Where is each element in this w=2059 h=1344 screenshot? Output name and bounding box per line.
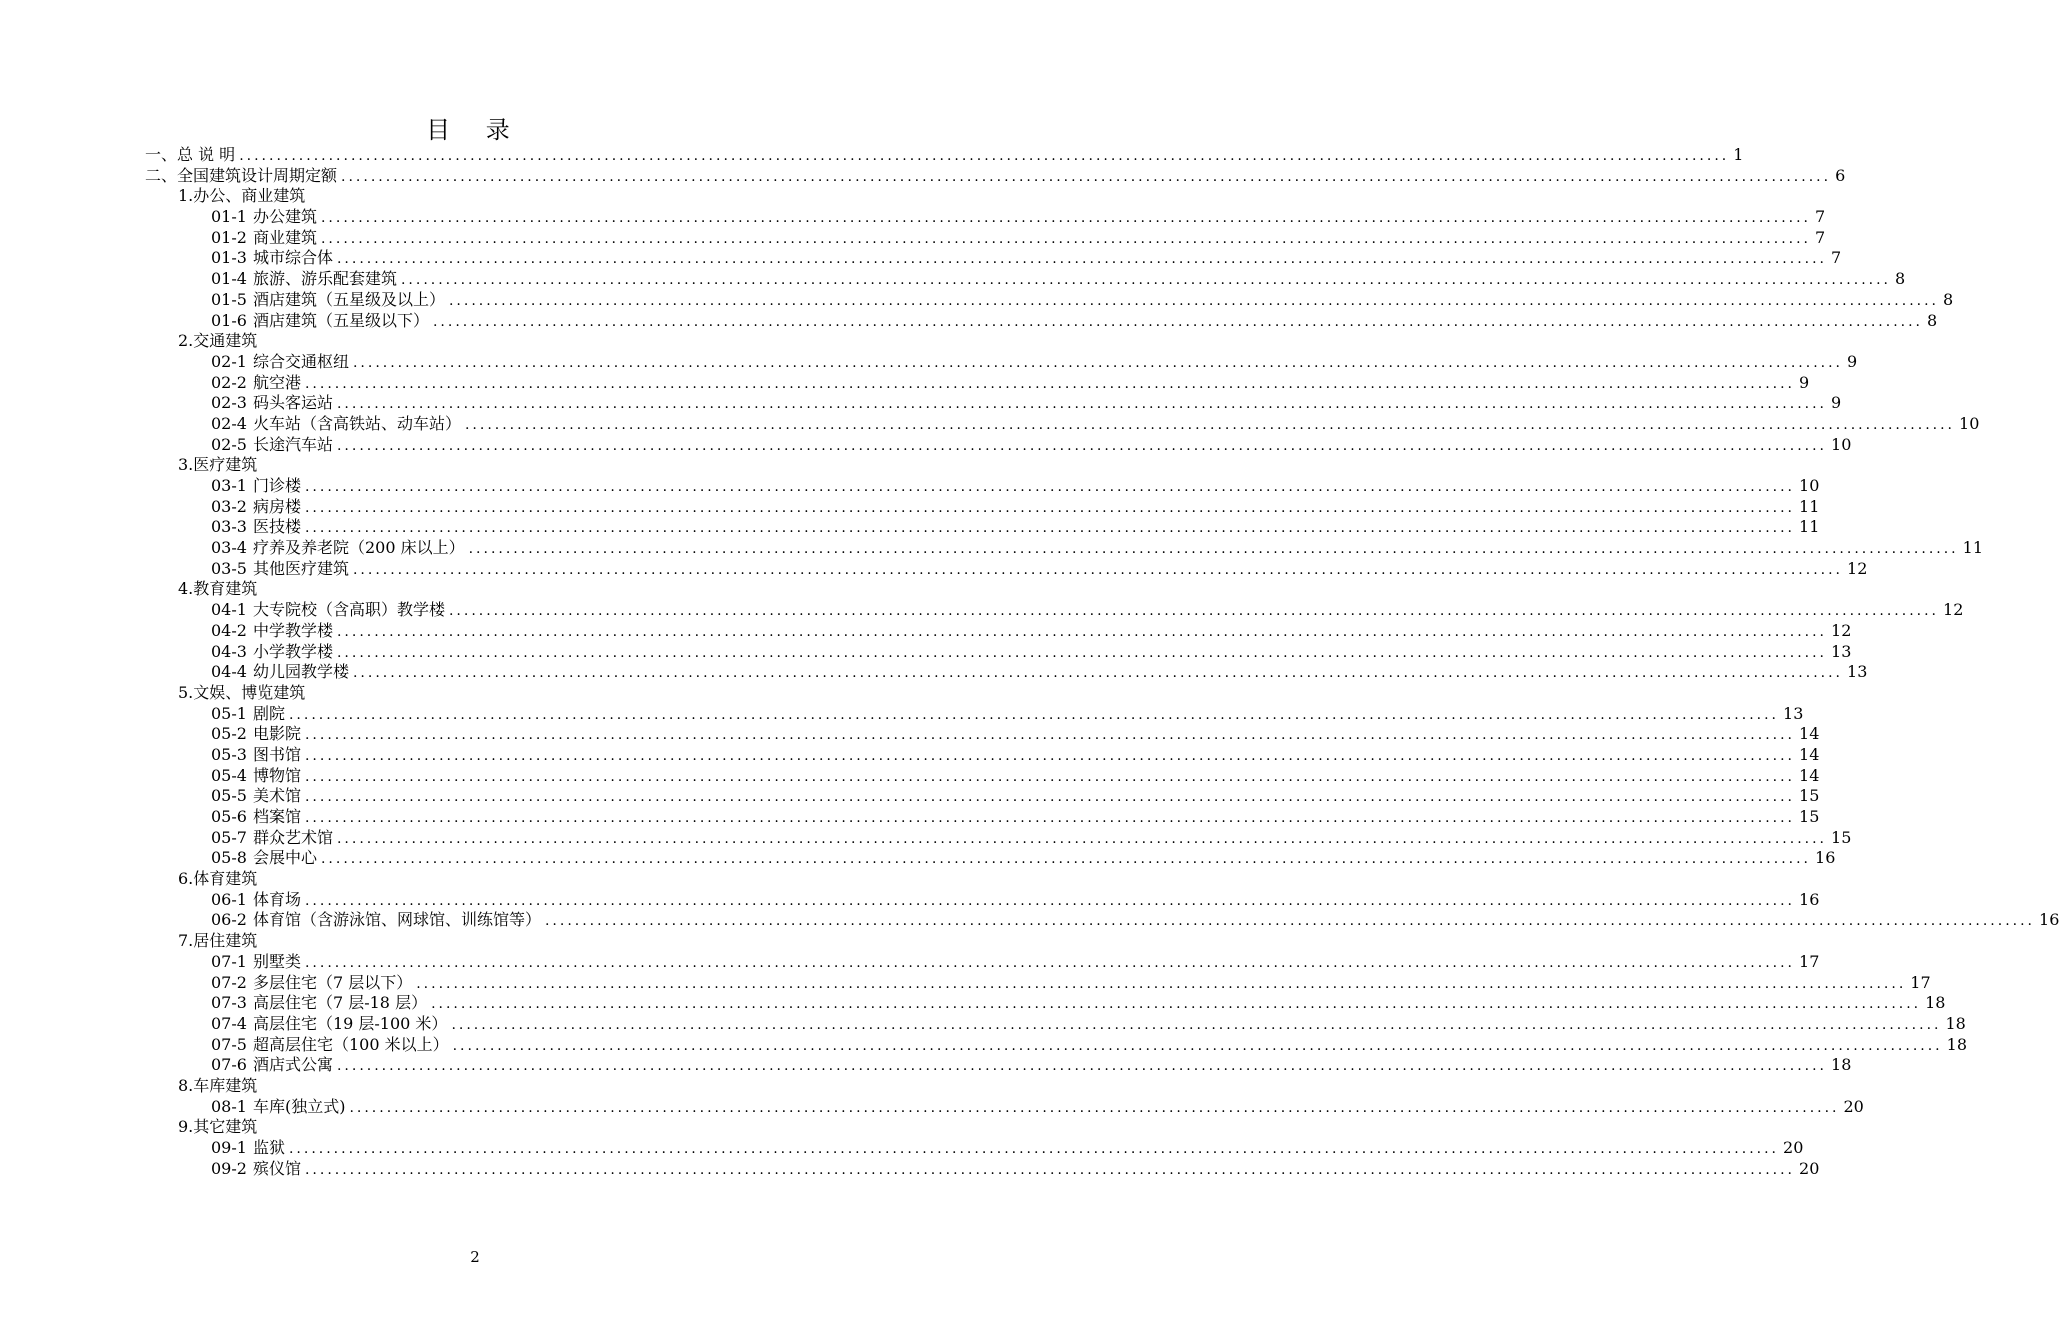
toc-entry-code: 09-2: [211, 1158, 247, 1178]
dot-leader: ........................................................................................................................................................................................................: [336, 623, 1828, 640]
toc-entry-label: 2.交通建筑: [178, 331, 258, 351]
toc-entry-label: 群众艺术馆: [252, 827, 333, 847]
toc-entry-page: 11: [1962, 538, 1983, 558]
toc-entry-page: 11: [1799, 517, 1820, 537]
toc-entry[interactable]: [145, 227, 1826, 249]
toc-entry[interactable]: [145, 248, 1842, 269]
toc-entry[interactable]: [145, 600, 1964, 621]
toc-entry[interactable]: [145, 558, 1868, 580]
toc-entry-code: 07-5: [211, 1034, 247, 1054]
toc-entry-page: 16: [1815, 848, 1836, 868]
toc-entry-label: 病房楼: [252, 496, 301, 516]
dot-leader: ........................................................................................................................................................................................................: [336, 251, 1828, 268]
toc-entry[interactable]: [145, 517, 1820, 538]
toc-entry-label: 美术馆: [252, 786, 301, 806]
toc-entry-label: 其他医疗建筑: [252, 558, 349, 578]
toc-entry[interactable]: [145, 993, 1946, 1014]
toc-entry-page: 10: [1831, 434, 1852, 454]
toc-entry-page: 1: [1733, 145, 1744, 164]
toc-entry-code: 01-6: [211, 310, 247, 330]
dot-leader: ........................................................................................................................................................................................................: [448, 292, 1940, 309]
toc-entry[interactable]: [145, 1158, 1820, 1180]
toc-entry-label: 体育场: [252, 889, 301, 909]
toc-entry-code: 06-1: [211, 889, 247, 909]
dot-leader: ........................................................................................................................................................................................................: [304, 520, 1796, 537]
toc-entry-code: 05-6: [211, 807, 247, 826]
dot-leader: ........................................................................................................................................................................................................: [451, 1016, 1942, 1033]
toc-entry-label: 幼儿园教学楼: [252, 662, 349, 682]
toc-entry-label: 二、全国建筑设计周期定额: [145, 165, 338, 185]
toc-entry-label: 别墅类: [252, 951, 301, 971]
toc-entry-label: 9.其它建筑: [178, 1117, 258, 1137]
dot-leader: ........................................................................................................................................................................................................: [352, 561, 1844, 578]
toc-entry-label: 小学教学楼: [252, 641, 333, 661]
toc-entry-page: 11: [1799, 496, 1820, 516]
toc-entry-page: 14: [1799, 744, 1820, 764]
toc-entry-label: 大专院校（含高职）教学楼: [252, 600, 445, 620]
toc-entry[interactable]: [145, 827, 1852, 849]
toc-entry-code: 03-1: [211, 476, 247, 495]
toc-entry-code: 03-3: [211, 517, 247, 537]
toc-entry-code: 07-3: [211, 993, 247, 1013]
toc-entry[interactable]: [145, 744, 1820, 766]
toc-entry-page: 7: [1815, 207, 1826, 227]
toc-entry-page: 14: [1799, 765, 1820, 785]
toc-entry-label: 殡仪馆: [252, 1158, 301, 1178]
toc-entry-label: 监狱: [252, 1138, 285, 1157]
toc-entry-code: 03-5: [211, 558, 247, 578]
toc-entry-page: 8: [1927, 310, 1938, 330]
toc-entry-code: 01-5: [211, 289, 247, 309]
toc-entry-label: 4.教育建筑: [178, 579, 258, 599]
toc-entry-page: 14: [1799, 724, 1820, 744]
toc-entry-code: 05-7: [211, 827, 247, 847]
toc-section-heading[interactable]: [145, 186, 807, 207]
dot-leader: ........................................................................................................................................................................................................: [304, 954, 1796, 971]
toc-entry-page: 13: [1783, 703, 1804, 723]
toc-entry-page: 15: [1799, 807, 1820, 826]
dot-leader: ........................................................................................................................................................................................................: [239, 148, 1730, 164]
toc-entry-label: 5.文娱、博览建筑: [178, 682, 306, 702]
toc-entry-code: 05-1: [211, 703, 247, 723]
dot-leader: ........................................................................................................................................................................................................: [320, 210, 1812, 227]
toc-entry-code: 01-4: [211, 269, 247, 289]
toc-entry-label: 综合交通枢纽: [252, 351, 349, 371]
toc-entry-code: 07-6: [211, 1055, 247, 1075]
toc-entry-page: 10: [1799, 476, 1820, 495]
toc-entry-label: 博物馆: [252, 765, 301, 785]
toc-entry-page: 9: [1799, 372, 1810, 392]
toc-entry-code: 04-4: [211, 662, 247, 682]
toc-entry-code: 01-1: [211, 207, 247, 227]
dot-leader: ........................................................................................................................................................................................................: [352, 354, 1844, 371]
dot-leader: ........................................................................................................................................................................................................: [288, 706, 1780, 723]
toc-entry[interactable]: [145, 848, 1836, 869]
toc-entry-label: 长途汽车站: [252, 434, 333, 454]
dot-leader: ........................................................................................................................................................................................................: [448, 603, 1940, 620]
dot-leader: ........................................................................................................................................................................................................: [320, 230, 1812, 247]
toc-entry-label: 高层住宅（7 层-18 层）: [252, 993, 428, 1013]
toc-entry-page: 7: [1831, 248, 1842, 268]
dot-leader: ........................................................................................................................................................................................................: [304, 810, 1796, 826]
toc-entry-page: 16: [2039, 910, 2059, 930]
dot-leader: ........................................................................................................................................................................................................: [288, 1141, 1780, 1157]
toc-entry[interactable]: [145, 538, 1983, 559]
toc-entry[interactable]: [145, 434, 1852, 456]
toc-entry-code: 01-3: [211, 248, 247, 268]
dot-leader: ........................................................................................................................................................................................................: [352, 665, 1844, 682]
toc-section-heading[interactable]: [145, 455, 807, 476]
toc-entry-label: 多层住宅（7 层以下）: [252, 972, 413, 992]
table-of-contents: [145, 145, 2059, 1179]
dot-leader: ........................................................................................................................................................................................................: [349, 1099, 1840, 1116]
toc-section-heading[interactable]: [145, 331, 807, 352]
toc-entry[interactable]: [145, 786, 1820, 807]
page-number: 2: [470, 1248, 480, 1266]
toc-entry-label: 医技楼: [252, 517, 301, 537]
toc-entry-page: 10: [1959, 413, 1980, 433]
toc-entry-label: 一、总 说 明: [145, 145, 236, 164]
toc-entry-page: 8: [1895, 269, 1906, 289]
toc-entry-label: 档案馆: [252, 807, 301, 826]
toc-entry[interactable]: [145, 662, 1868, 683]
toc-entry-code: 02-2: [211, 372, 247, 392]
toc-entry[interactable]: [145, 207, 1826, 228]
toc-entry-label: 超高层住宅（100 米以上）: [252, 1034, 449, 1054]
dot-leader: ........................................................................................................................................................................................................: [304, 789, 1796, 806]
toc-entry-code: 02-4: [211, 413, 247, 433]
toc-entry[interactable]: [145, 972, 1931, 994]
toc-entry-page: 8: [1943, 289, 1954, 309]
toc-entry[interactable]: [145, 951, 1820, 973]
toc-entry[interactable]: [145, 496, 1820, 518]
dot-leader: ........................................................................................................................................................................................................: [304, 892, 1796, 909]
dot-leader: ........................................................................................................................................................................................................: [304, 479, 1796, 495]
dot-leader: ........................................................................................................................................................................................................: [304, 727, 1796, 744]
toc-entry-code: 06-2: [211, 910, 247, 930]
toc-section-heading[interactable]: [145, 579, 807, 600]
toc-entry-page: 6: [1835, 165, 1846, 185]
toc-entry-page: 13: [1831, 641, 1852, 661]
toc-entry-code: 05-8: [211, 848, 247, 868]
toc-entry[interactable]: [145, 476, 1820, 497]
toc-entry[interactable]: [145, 289, 1954, 311]
toc-entry-label: 商业建筑: [252, 227, 317, 247]
toc-entry-code: 02-1: [211, 351, 247, 371]
toc-entry-page: 16: [1799, 889, 1820, 909]
toc-entry[interactable]: [145, 641, 1852, 663]
dot-leader: ........................................................................................................................................................................................................: [431, 996, 1922, 1013]
dot-leader: ........................................................................................................................................................................................................: [400, 272, 1892, 289]
dot-leader: ........................................................................................................................................................................................................: [304, 747, 1796, 764]
toc-entry-label: 会展中心: [252, 848, 317, 868]
toc-entry[interactable]: [145, 765, 1820, 787]
toc-entry-page: 7: [1815, 227, 1826, 247]
toc-entry-code: 05-3: [211, 744, 247, 764]
toc-entry-page: 20: [1783, 1138, 1804, 1157]
dot-leader: ........................................................................................................................................................................................................: [452, 1037, 1943, 1054]
toc-entry-label: 码头客运站: [252, 393, 333, 413]
toc-entry-code: 05-2: [211, 724, 247, 744]
dot-leader: ........................................................................................................................................................................................................: [304, 499, 1796, 516]
toc-entry-label: 酒店建筑（五星级以下）: [252, 310, 429, 330]
toc-entry-code: 04-3: [211, 641, 247, 661]
toc-entry[interactable]: [145, 165, 1846, 187]
dot-leader: ........................................................................................................................................................................................................: [336, 644, 1828, 661]
toc-entry[interactable]: [145, 372, 1810, 394]
dot-leader: ........................................................................................................................................................................................................: [320, 851, 1812, 868]
toc-entry-page: 20: [1843, 1096, 1864, 1116]
dot-leader: ........................................................................................................................................................................................................: [468, 541, 1959, 558]
toc-entry-label: 中学教学楼: [252, 620, 333, 640]
toc-title: 目 录: [426, 116, 524, 144]
toc-entry-code: 02-3: [211, 393, 247, 413]
toc-section-heading[interactable]: [145, 1117, 807, 1138]
toc-section-heading[interactable]: [145, 683, 807, 704]
toc-entry[interactable]: [145, 703, 1804, 725]
toc-entry-code: 04-2: [211, 620, 247, 640]
toc-entry-code: 05-5: [211, 786, 247, 806]
toc-entry-label: 3.医疗建筑: [178, 455, 258, 475]
toc-entry[interactable]: [145, 413, 1980, 435]
toc-entry[interactable]: [145, 1055, 1852, 1076]
toc-entry-label: 剧院: [252, 703, 285, 723]
toc-entry[interactable]: [145, 310, 1938, 332]
toc-section-heading[interactable]: [145, 931, 807, 952]
toc-entry[interactable]: [145, 1013, 1966, 1035]
toc-entry[interactable]: [145, 724, 1820, 745]
toc-entry-code: 09-1: [211, 1138, 247, 1157]
toc-entry[interactable]: [145, 910, 2059, 931]
dot-leader: ........................................................................................................................................................................................................: [544, 913, 2036, 930]
toc-section-heading[interactable]: [145, 1076, 807, 1097]
toc-entry-label: 酒店建筑（五星级及以上）: [252, 289, 445, 309]
toc-entry-page: 18: [1925, 993, 1946, 1013]
dot-leader: ........................................................................................................................................................................................................: [336, 830, 1828, 847]
toc-entry[interactable]: [145, 145, 1744, 166]
toc-entry-code: 07-1: [211, 951, 247, 971]
dot-leader: ........................................................................................................................................................................................................: [304, 768, 1796, 785]
toc-entry-page: 18: [1946, 1034, 1967, 1054]
toc-entry-label: 办公建筑: [252, 207, 317, 227]
toc-entry-page: 9: [1847, 351, 1858, 371]
toc-entry-page: 17: [1799, 951, 1820, 971]
toc-entry-code: 08-1: [211, 1096, 247, 1116]
toc-entry-label: 疗养及养老院（200 床以上）: [252, 538, 465, 558]
toc-entry-code: 02-5: [211, 434, 247, 454]
toc-entry-label: 体育馆（含游泳馆、网球馆、训练馆等）: [252, 910, 541, 930]
dot-leader: ........................................................................................................................................................................................................: [336, 396, 1828, 413]
dot-leader: ........................................................................................................................................................................................................: [416, 975, 1907, 992]
dot-leader: ........................................................................................................................................................................................................: [336, 437, 1828, 454]
toc-entry-page: 9: [1831, 393, 1842, 413]
toc-entry-page: 18: [1945, 1013, 1966, 1033]
toc-section-heading[interactable]: [145, 869, 807, 890]
toc-entry-page: 12: [1847, 558, 1868, 578]
toc-entry[interactable]: [145, 269, 1906, 290]
toc-entry[interactable]: [145, 1138, 1804, 1159]
toc-entry-label: 火车站（含高铁站、动车站）: [252, 413, 461, 433]
dot-leader: ........................................................................................................................................................................................................: [464, 416, 1956, 433]
toc-entry-label: 6.体育建筑: [178, 869, 258, 889]
toc-entry-label: 8.车库建筑: [178, 1075, 258, 1095]
toc-entry-label: 酒店式公寓: [252, 1055, 333, 1075]
toc-entry[interactable]: [145, 889, 1820, 911]
toc-entry-label: 电影院: [252, 724, 301, 744]
toc-entry-label: 航空港: [252, 372, 301, 392]
toc-entry-code: 05-4: [211, 765, 247, 785]
toc-entry-code: 07-4: [211, 1013, 247, 1033]
toc-entry-label: 7.居住建筑: [178, 931, 258, 951]
toc-entry[interactable]: [145, 620, 1852, 642]
toc-entry-code: 03-2: [211, 496, 247, 516]
toc-entry[interactable]: [145, 1096, 1864, 1118]
toc-entry-page: 15: [1799, 786, 1820, 806]
toc-entry-code: 03-4: [211, 538, 247, 558]
dot-leader: ........................................................................................................................................................................................................: [336, 1058, 1828, 1075]
toc-entry-page: 18: [1831, 1055, 1852, 1075]
toc-entry-label: 图书馆: [252, 744, 301, 764]
toc-entry-page: 15: [1831, 827, 1852, 847]
toc-entry-label: 旅游、游乐配套建筑: [252, 269, 397, 289]
toc-entry-label: 高层住宅（19 层-100 米）: [252, 1013, 448, 1033]
toc-entry-code: 01-2: [211, 227, 247, 247]
dot-leader: ........................................................................................................................................................................................................: [304, 1161, 1796, 1178]
toc-entry-label: 1.办公、商业建筑: [178, 186, 306, 206]
toc-entry-code: 04-1: [211, 600, 247, 620]
toc-entry-page: 20: [1799, 1158, 1820, 1178]
toc-entry-page: 12: [1831, 620, 1852, 640]
toc-entry[interactable]: [145, 393, 1842, 414]
toc-entry-label: 城市综合体: [252, 248, 333, 268]
toc-entry[interactable]: [145, 1034, 1967, 1056]
toc-entry-label: 门诊楼: [252, 476, 301, 495]
toc-entry-page: 12: [1943, 600, 1964, 620]
toc-entry[interactable]: [145, 351, 1858, 373]
toc-entry-page: 13: [1847, 662, 1868, 682]
toc-entry[interactable]: [145, 807, 1820, 828]
dot-leader: ........................................................................................................................................................................................................: [341, 168, 1832, 185]
toc-entry-page: 17: [1910, 972, 1931, 992]
toc-entry-label: 车库(独立式): [252, 1096, 346, 1116]
toc-entry-code: 07-2: [211, 972, 247, 992]
dot-leader: ........................................................................................................................................................................................................: [304, 375, 1796, 392]
dot-leader: ........................................................................................................................................................................................................: [432, 313, 1924, 330]
